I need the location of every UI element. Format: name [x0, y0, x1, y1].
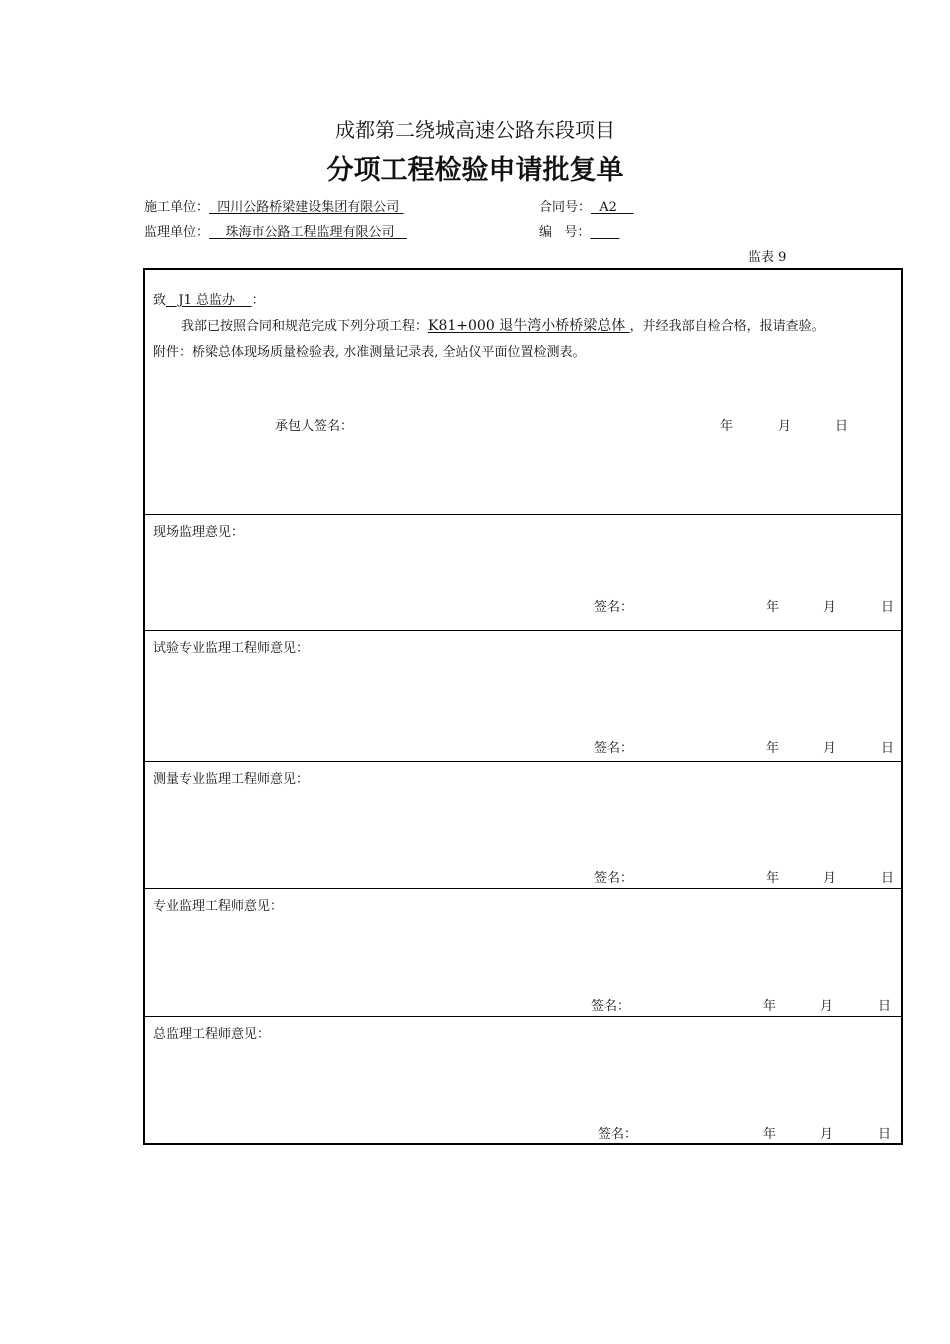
testing-engineer-year: 年: [766, 741, 780, 756]
addressee-value: J1 总监办: [166, 293, 252, 308]
contractor-date-day: 日: [835, 419, 849, 434]
chief-engineer-year: 年: [763, 1127, 777, 1142]
section-divider: [143, 1016, 903, 1017]
supervisor-value: 珠海市公路工程监理有限公司: [209, 225, 407, 240]
serial-no-row: [539, 221, 619, 240]
testing-engineer-sign-label: 签名：: [594, 741, 634, 756]
site-supervisor-opinion-label: 现场监理意见：: [153, 525, 245, 540]
addressee-suffix: ：: [251, 293, 265, 308]
attachments: 附件：桥梁总体现场质量检验表, 水准测量记录表, 全站仪平面位置检测表。: [153, 345, 586, 360]
supervisor-row: [144, 221, 407, 240]
project-title: 成都第二绕城高速公路东段项目: [335, 118, 615, 142]
survey-engineer-month: 月: [823, 871, 837, 886]
survey-engineer-day: 日: [881, 871, 895, 886]
specialty-engineer-month: 月: [820, 999, 834, 1014]
specialty-engineer-sign-label: 签名：: [591, 999, 631, 1014]
serial-no-label: 编 号：: [539, 225, 591, 240]
contractor-value: 四川公路桥梁建设集团有限公司: [209, 200, 404, 215]
chief-engineer-month: 月: [820, 1127, 834, 1142]
site-supervisor-year: 年: [766, 600, 780, 615]
section-divider: [143, 761, 903, 762]
testing-engineer-opinion-label: 试验专业监理工程师意见：: [153, 641, 310, 656]
contractor-label: 施工单位：: [144, 200, 210, 215]
contractor-date-month: 月: [778, 419, 792, 434]
site-supervisor-month: 月: [823, 600, 837, 615]
testing-engineer-month: 月: [823, 741, 837, 756]
project-item: K81+000 退牛湾小桥桥梁总体: [428, 318, 630, 334]
testing-engineer-day: 日: [881, 741, 895, 756]
serial-no-value: [590, 225, 619, 240]
contractor-date-year: 年: [720, 419, 734, 434]
contract-no-value: A2: [591, 200, 634, 215]
section-divider: [143, 888, 903, 889]
body-suffix: ，并经我部自检合格，报请查验。: [629, 319, 825, 334]
chief-engineer-sign-label: 签名：: [598, 1127, 638, 1142]
chief-engineer-day: 日: [878, 1127, 892, 1142]
body-prefix: 我部已按照合同和规范完成下列分项工程：: [181, 319, 429, 334]
survey-engineer-opinion-label: 测量专业监理工程师意见：: [153, 772, 310, 787]
supervisor-label: 监理单位：: [144, 225, 210, 240]
form-table: [143, 268, 903, 1145]
site-supervisor-day: 日: [881, 600, 895, 615]
survey-engineer-sign-label: 签名：: [594, 871, 634, 886]
section-divider: [143, 630, 903, 631]
addressee-line: [153, 289, 265, 308]
site-supervisor-sign-label: 签名：: [594, 600, 634, 615]
specialty-engineer-year: 年: [763, 999, 777, 1014]
addressee-prefix: 致: [153, 293, 167, 308]
chief-engineer-opinion-label: 总监理工程师意见：: [153, 1027, 271, 1042]
specialty-engineer-day: 日: [878, 999, 892, 1014]
contract-no-row: [539, 196, 633, 215]
survey-engineer-year: 年: [766, 871, 780, 886]
contractor-signature-label: 承包人签名：: [275, 419, 354, 434]
application-body: [181, 315, 825, 335]
section-divider: [143, 514, 903, 515]
form-title: 分项工程检验申请批复单: [326, 155, 624, 186]
contractor-row: [144, 196, 403, 215]
specialty-engineer-opinion-label: 专业监理工程师意见：: [153, 899, 284, 914]
form-code: 监表 9: [748, 250, 787, 265]
contract-no-label: 合同号：: [539, 200, 592, 215]
